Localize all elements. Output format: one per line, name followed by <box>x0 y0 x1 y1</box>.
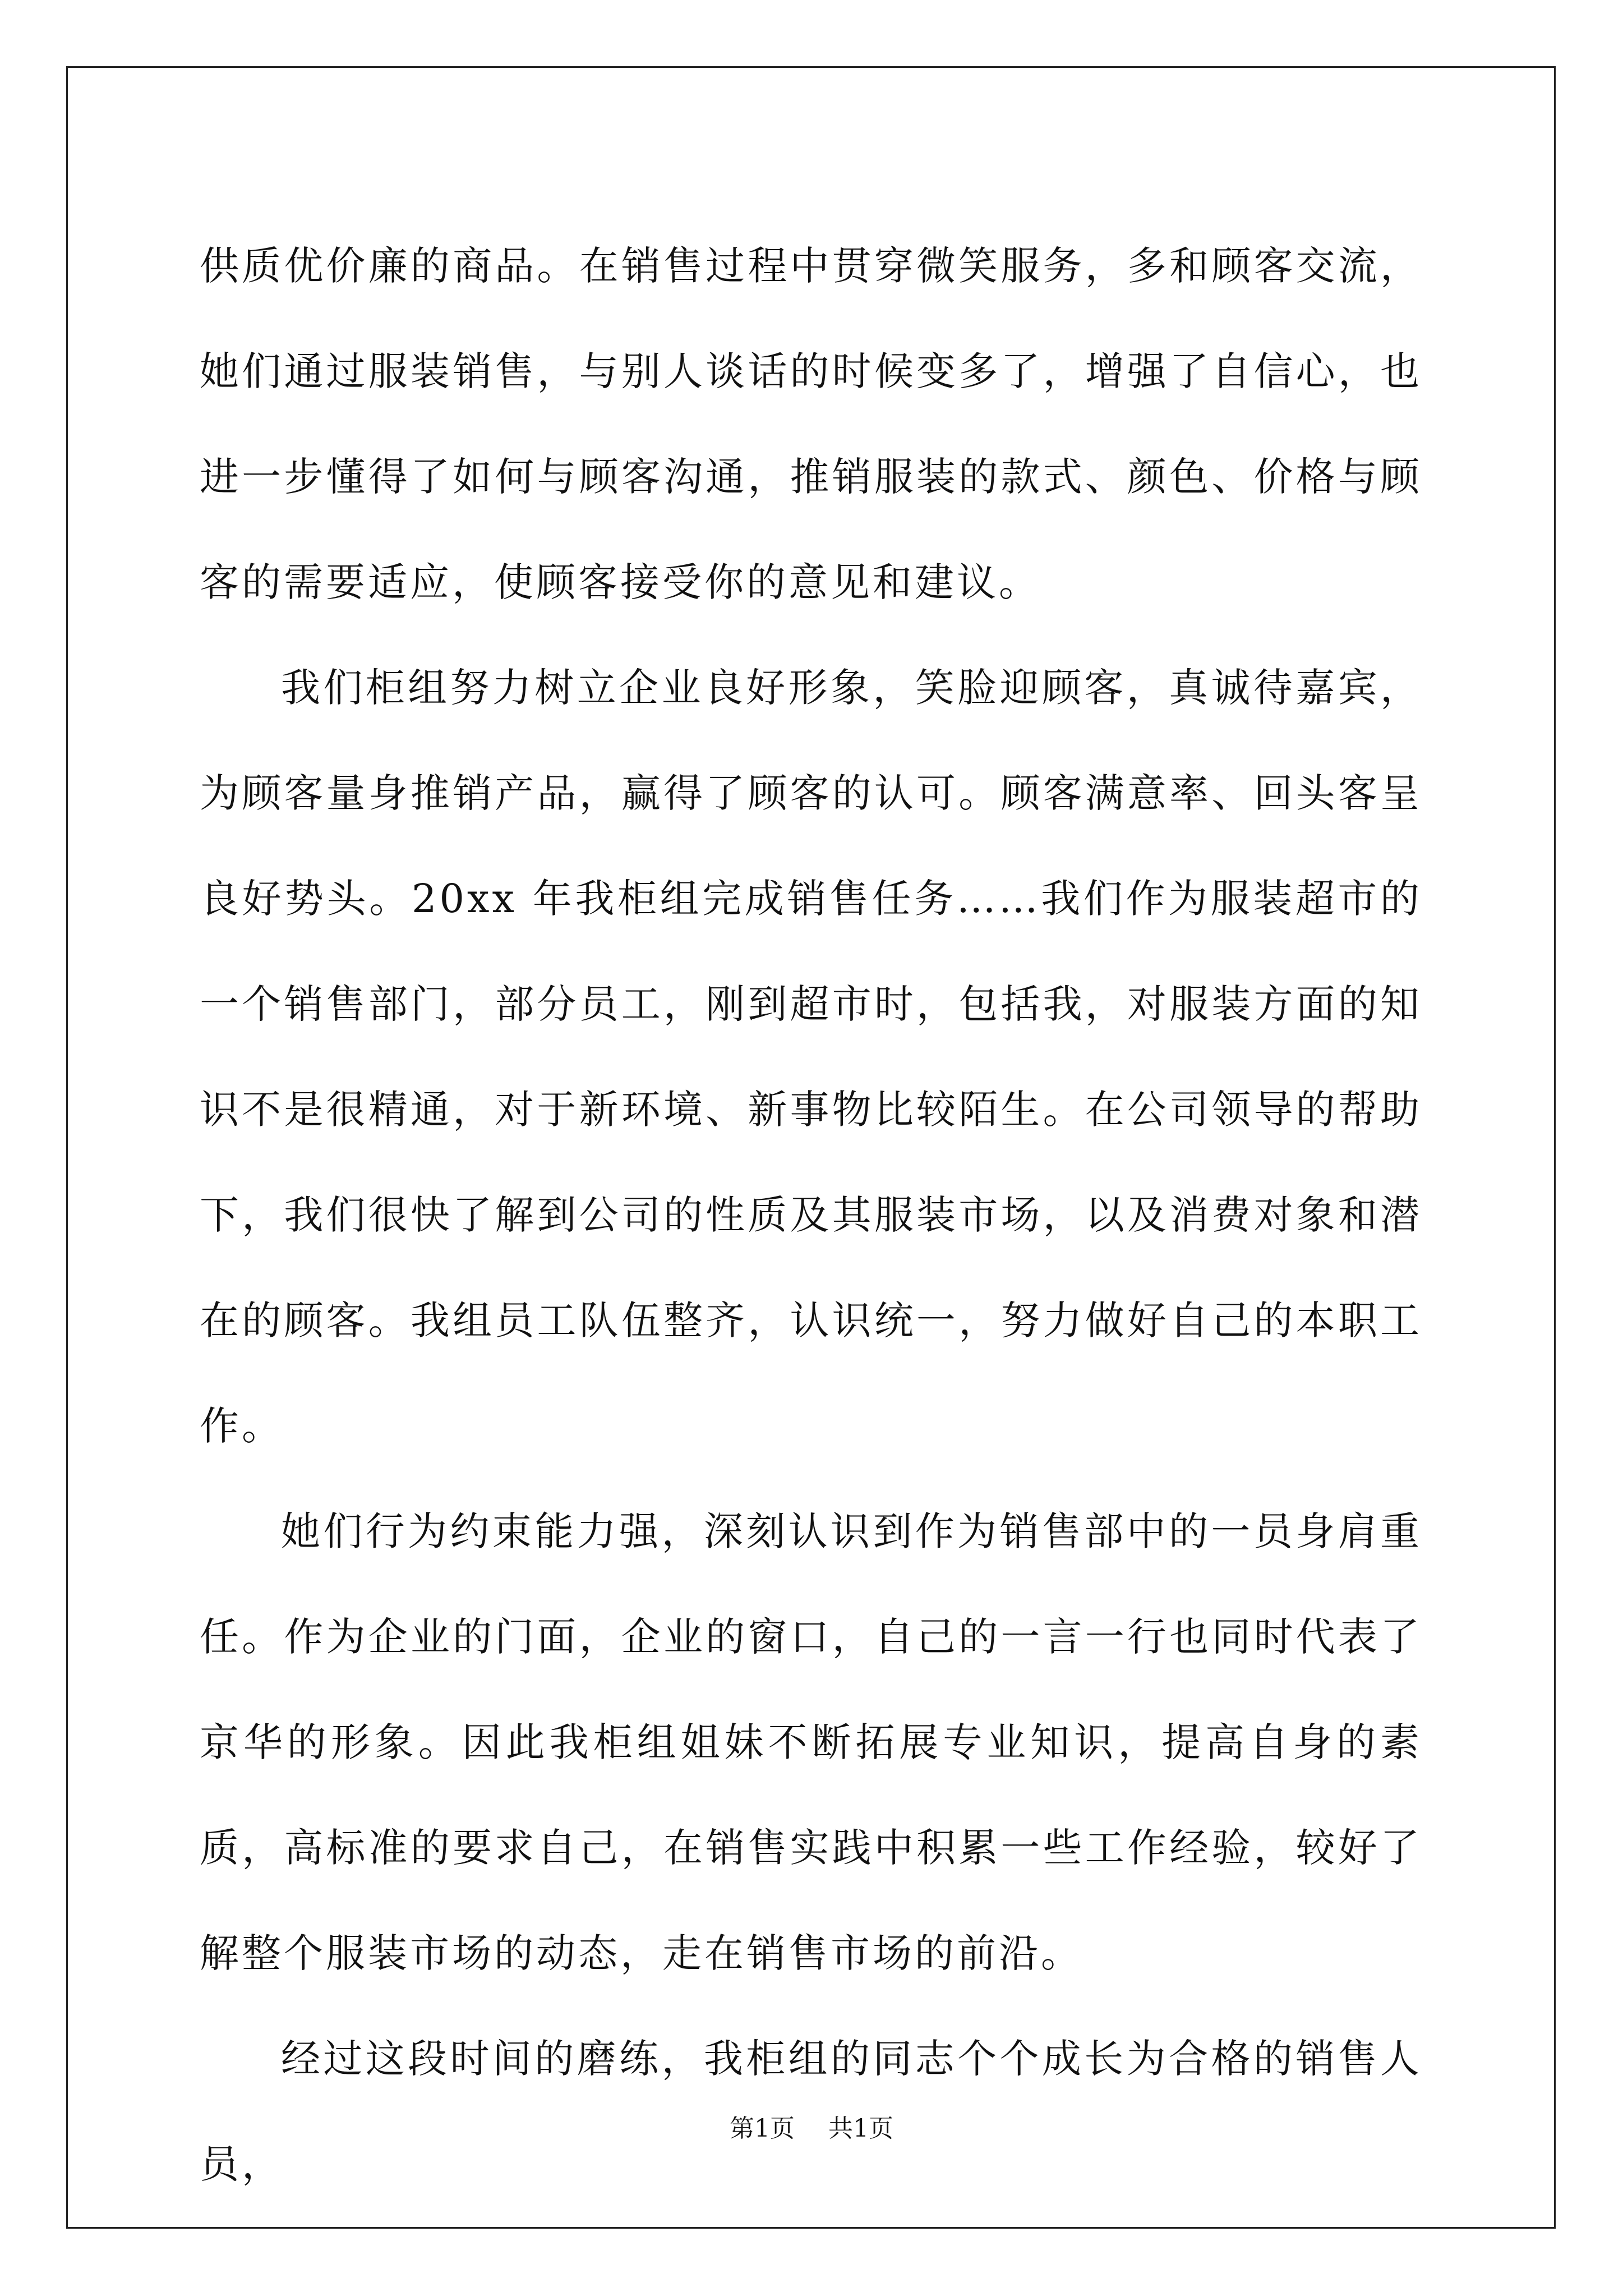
document-body <box>200 213 1422 2217</box>
paragraph-4: 经过这段时间的磨练，我柜组的同志个个成长为合格的销售人员， <box>200 2036 1422 2187</box>
paragraph-1: 供质优价廉的商品。在销售过程中贯穿微笑服务，多和顾客交流，她们通过服装销售，与别人谈话的时候变多了，增强了自信心，也进一步懂得了如何与顾客沟通，推销服装的款式、颜色、价格与顾客的需要适应，使顾客接受你的意见和建议。 <box>200 243 1422 605</box>
page-number-total: 共1页 <box>828 2114 893 2143</box>
page-footer <box>0 2112 1623 2146</box>
page-number-current: 第1页 <box>730 2114 795 2143</box>
paragraph-3: 她们行为约束能力强，深刻认识到作为销售部中的一员身肩重任。作为企业的门面，企业的窗口，自己的一言一行也同时代表了京华的形象。因此我柜组姐妹不断拓展专业知识，提高自身的素质，高标准的要求自己，在销售实践中积累一些工作经验，较好了解整个服装市场的动态，走在销售市场的前沿。 <box>200 1508 1422 1976</box>
paragraph-2: 我们柜组努力树立企业良好形象，笑脸迎顾客，真诚待嘉宾，为顾客量身推销产品，赢得了顾客的认可。顾客满意率、回头客呈良好势头。20xx 年我柜组完成销售任务……我们作为服装超市的一个销售部门，部分员工，刚到超市时，包括我，对服装方面的知识不是很精通，对于新环境、新事物比较陌生。在公司领导的帮助下，我们很快了解到公司的性质及其服装市场，以及消费对象和潜在的顾客。我组员工队伍整齐，认识统一，努力做好自己的本职工作。 <box>200 665 1422 1449</box>
